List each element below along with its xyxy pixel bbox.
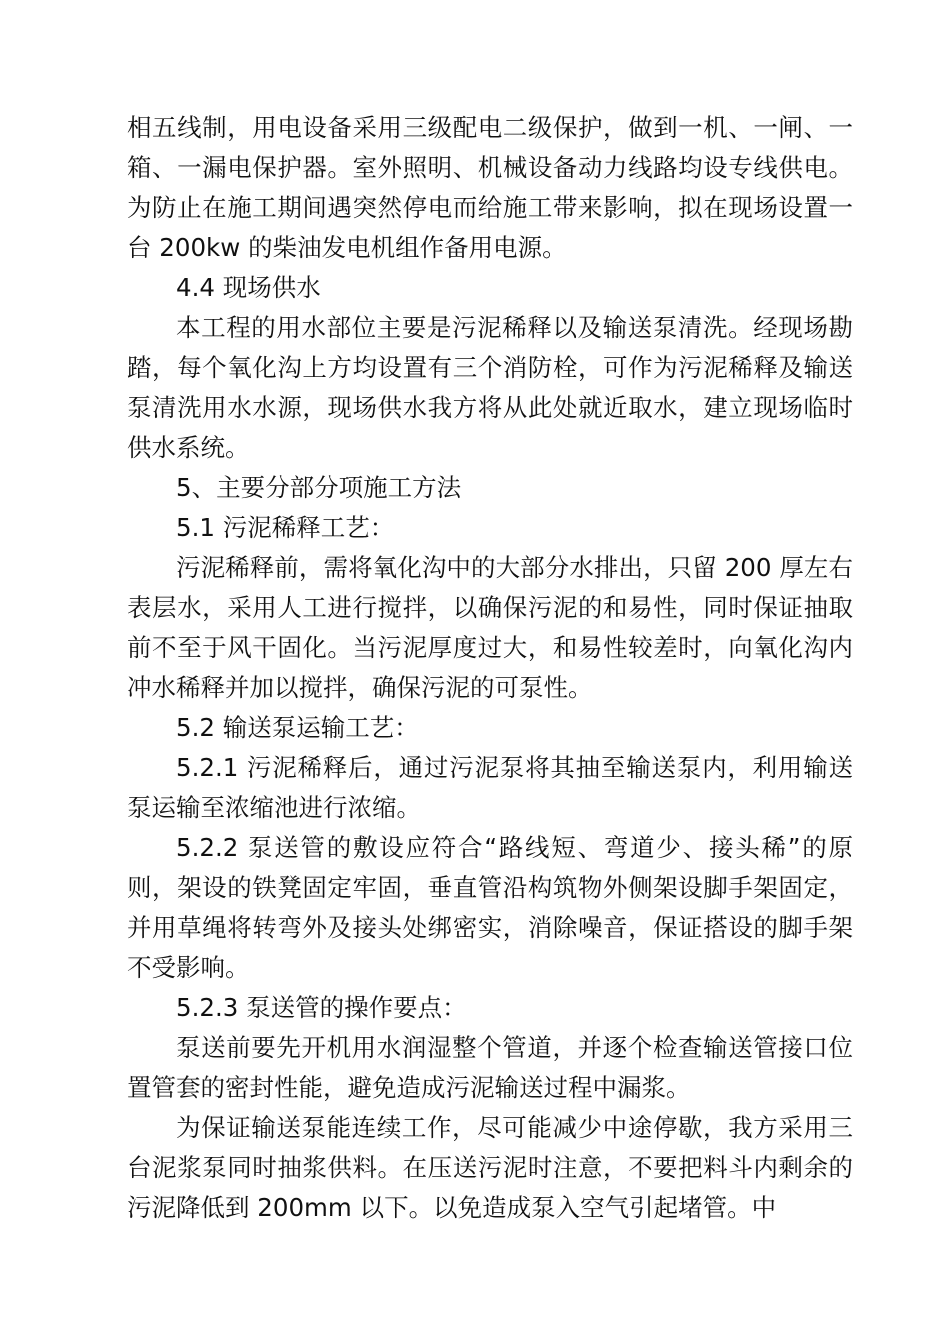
paragraph-pre-pumping: 泵送前要先开机用水润湿整个管道，并逐个检查输送管接口位置管套的密封性能，避免造成污泥输送过程中漏浆。	[127, 1033, 853, 1102]
section-heading-5-2-3: 5.2.3 泵送管的操作要点：	[176, 993, 467, 1022]
paragraph-continuous-pumping: 为保证输送泵能连续工作，尽可能减少中途停歇，我方采用三台泥浆泵同时抽浆供料。在压送污泥时注意，不要把料斗内剩余的污泥降低到 200mm 以下。以免造成泵入空气引起堵管。中	[127, 1113, 853, 1222]
section-heading-4-4: 4.4 现场供水	[176, 273, 321, 302]
section-heading-5: 5、主要分部分项施工方法	[176, 473, 462, 502]
paragraph-5-2-2: 5.2.2 泵送管的敷设应符合“路线短、弯道少、接头稀”的原则，架设的铁凳固定牢固，垂直管沿构筑物外侧架设脚手架固定，并用草绳将转弯外及接头处绑密实，消除噪音，保证搭设的脚手架不受影响。	[127, 833, 853, 982]
document-page	[127, 108, 853, 1228]
paragraph-water-supply: 本工程的用水部位主要是污泥稀释以及输送泵清洗。经现场勘踏，每个氧化沟上方均设置有三个消防栓，可作为污泥稀释及输送泵清洗用水水源，现场供水我方将从此处就近取水，建立现场临时供水系统。	[127, 313, 853, 462]
paragraph-power-supply-continued: 相五线制，用电设备采用三级配电二级保护，做到一机、一闸、一箱、一漏电保护器。室外照明、机械设备动力线路均设专线供电。为防止在施工期间遇突然停电而给施工带来影响，拟在现场设置一台 200kw 的柴油发电机组作备用电源。	[127, 113, 853, 262]
section-heading-5-1: 5.1 污泥稀释工艺：	[176, 513, 395, 542]
section-heading-5-2: 5.2 输送泵运输工艺：	[176, 713, 419, 742]
paragraph-sludge-dilution: 污泥稀释前，需将氧化沟中的大部分水排出，只留 200 厚左右表层水，采用人工进行搅拌，以确保污泥的和易性，同时保证抽取前不至于风干固化。当污泥厚度过大，和易性较差时，向氧化沟内冲水稀释并加以搅拌，确保污泥的可泵性。	[127, 553, 853, 702]
paragraph-5-2-1: 5.2.1 污泥稀释后，通过污泥泵将其抽至输送泵内，利用输送泵运输至浓缩池进行浓缩。	[127, 753, 853, 822]
